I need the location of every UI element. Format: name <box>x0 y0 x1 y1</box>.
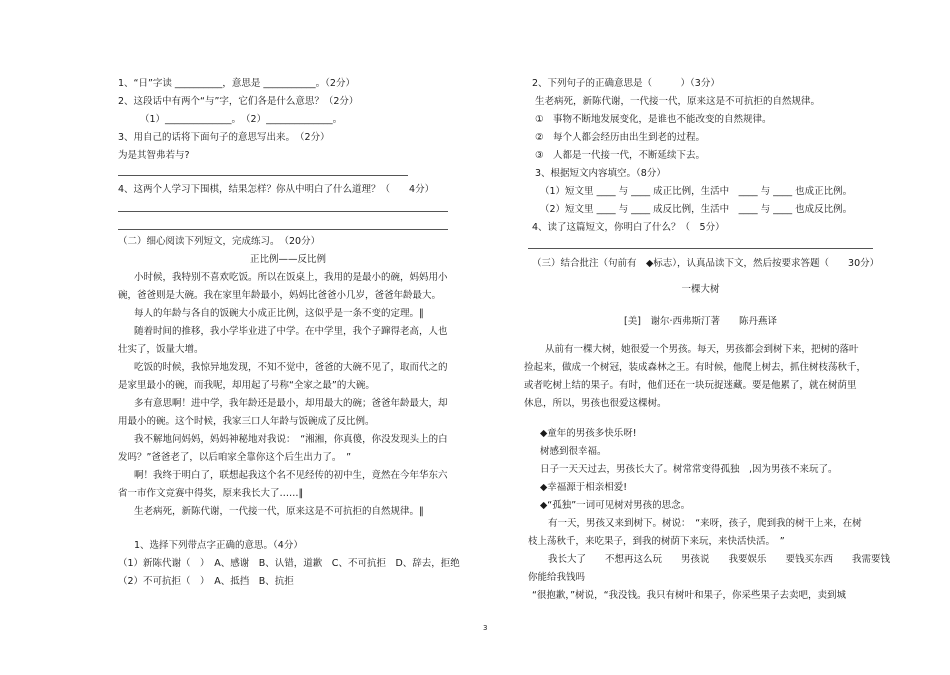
story-line: 休息，所以，男孩也很爱这棵树。 <box>524 398 667 409</box>
annotation: ◆幸福源于相亲相爱! <box>540 482 628 493</box>
exercise-3-item-1: （1）短文里 ____ 与 ____ 成正比例，生活中 ____ 与 ____ 也成正比例。 <box>540 186 853 197</box>
story-line: 有一天，男孩又来到树下。树说： “来呀，孩子，爬到我的树干上来，在树 <box>548 518 862 529</box>
passage-line: 发吗？”爸爸老了，以后咱家全靠你这个后生出力了。 ” <box>118 452 352 463</box>
story-line: 你能给我钱吗 <box>528 572 586 583</box>
exercise-4: 4、读了这篇短文，你明白了什么？（ 5分） <box>532 222 725 233</box>
passage-line: 小时候，我特别不喜欢吃饭。所以在饭桌上，我用的是最小的碗，妈妈用小 <box>134 272 448 283</box>
story-line: 捡起来，做成一个树冠，装成森林之王。有时候，他爬上树去，抓住树枝荡秋千， <box>524 362 867 373</box>
question-1: 1、“日”字读 __________，意思是 ___________。（2分） <box>118 78 355 89</box>
question-2-blanks: （1）______________。 （2）______________。 <box>140 114 343 125</box>
passage-line: 碗，爸爸则是大碗。我在家里年龄最小，妈妈比爸爸小几岁，爸爸年龄最大。 <box>118 290 442 301</box>
exercise-3-item-2: （2）短文里 ____ 与 ____ 成反比例，生活中 ____ 与 ____ 也成反比例。 <box>540 204 853 215</box>
story-line: 枝上荡秋千，来吃果子，到我的树荫下来玩，来快活快活。 ” <box>528 536 785 547</box>
story-line: 我长大了 不想再这么玩 男孩说 我要娱乐 要钱买东西 我需要钱 <box>548 554 891 565</box>
passage-title: 正比例——反比例 <box>249 254 326 265</box>
answer-line <box>528 248 873 249</box>
passage-line: 是家里最小的碗，而我呢，却用起了号称“全家之最”的大碗。 <box>118 380 375 391</box>
story-line: 日子一天天过去，男孩长大了。树常常变得孤独 ,因为男孩不来玩了。 <box>540 464 838 475</box>
section-2-heading: （二）细心阅读下列短文，完成练习。 （20分） <box>118 236 321 247</box>
exercise-3: 3、根据短文内容填空。（8分） <box>535 168 666 179</box>
page-number: 3 <box>483 624 488 632</box>
exercise-2: 2、下列句子的正确意思是（ ）（3分） <box>532 78 720 89</box>
story-line: 从前有一棵大树，她很爱一个男孩。每天，男孩都会到树下来，把树的落叶 <box>545 344 859 355</box>
exercise-1: 1、选择下列带点字正确的意思。（4分） <box>134 540 303 551</box>
passage-line: 啊！我终于明白了，联想起我这个名不见经传的初中生，竟然在今年华东六 <box>134 470 448 481</box>
question-3: 3、用自己的话将下面句子的意思写出来。 （2分） <box>118 132 330 143</box>
story-line: “很抱歉，”树说，“我没钱。我只有树叶和果子，你采些果子去卖吧，卖到城 <box>532 590 847 601</box>
option-2: ② 每个人都会经历由出生到老的过程。 <box>535 132 706 143</box>
question-2: 2、这段话中有两个“与”字，它们各是什么意思？（2分） <box>118 96 359 107</box>
passage-line: 吃饭的时候，我惊异地发现，不知不觉中，爸爸的大碗不见了，取而代之的 <box>134 362 448 373</box>
question-3-sentence: 为是其智弗若与? <box>118 150 190 161</box>
passage-line: 省一市作文竞赛中得奖，原来我长大了……‖ <box>118 488 304 499</box>
option-3: ③ 人都是一代接一代，不断延续下去。 <box>535 150 706 161</box>
passage-line: 生老病死，新陈代谢，一代接一代，原来这是不可抗拒的自然规律。‖ <box>134 506 424 517</box>
question-4: 4、这两个人学习下围棋，结果怎样？你从中明白了什么道理？（ 4分） <box>118 184 435 195</box>
exercise-1-item-2: （2）不可抗拒（ ） A、抵挡 B、抗拒 <box>118 576 294 587</box>
passage-line: 多有意思啊！进中学，我年龄还是最小，却用最大的碗；爸爸年龄最大，却 <box>134 398 448 409</box>
story-title: 一棵大树 <box>681 284 720 295</box>
passage-line: 我不解地问妈妈，妈妈神秘地对我说： “湘湘，你真傻，你没发现头上的白 <box>134 434 448 445</box>
answer-line <box>118 211 448 212</box>
passage-line: 每人的年龄与各自的饭碗大小成正比例，这似乎是一条不变的定理。‖ <box>134 308 424 319</box>
section-3-heading: （三）结合批注（句前有 ◆标志），认真品读下文，然后按要求答题（ 30分） <box>532 258 880 269</box>
passage-line: 用最小的碗。这个时候，我家三口人年龄与饭碗成了反比例。 <box>118 416 375 427</box>
story-line: 树感到很幸福。 <box>540 446 607 457</box>
exercise-2-sentence: 生老病死，新陈代谢，一代接一代，原来这是不可抗拒的自然规律。 <box>535 96 821 107</box>
annotation: ◆童年的男孩多快乐呀! <box>540 428 637 439</box>
story-author: [美] 谢尔·西弗斯汀著 陈丹燕译 <box>624 316 777 327</box>
exercise-1-item-1: （1）新陈代谢（ ） A、感谢 B、认错，道歉 C、不可抗拒 D、辞去，拒绝 <box>118 558 460 569</box>
story-line: 或者吃树上结的果子。有时，他们还在一块玩捉迷藏。要是他累了，就在树荫里 <box>524 380 857 391</box>
answer-line <box>118 175 408 176</box>
answer-line <box>118 229 448 230</box>
passage-line: 随着时间的推移，我小学毕业进了中学。在中学里，我个子蹿得老高，人也 <box>134 326 448 337</box>
passage-line: 壮实了，饭量大增。 <box>118 344 204 355</box>
option-1: ① 事物不断地发展变化，是谁也不能改变的自然规律。 <box>535 114 772 125</box>
annotation: ◆“孤独”一词可见树对男孩的思念。 <box>540 500 691 511</box>
